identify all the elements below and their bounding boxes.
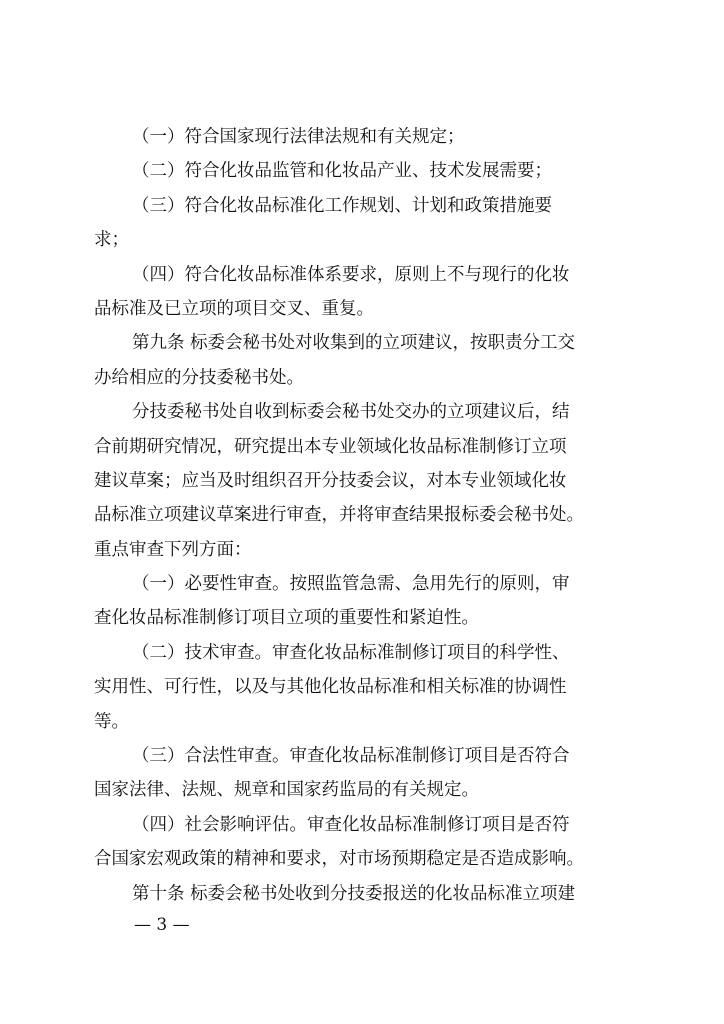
text-line-15: 查化妆品标准制修订项目立项的重要性和紧迫性。 [94,608,479,629]
text-line-13: 重点审查下列方面： [94,539,252,560]
text-line-3: （三）符合化妆品标准化工作规划、计划和政策措施要 [132,195,552,216]
text-line-4: 求； [94,230,129,251]
text-line-22: 合国家宏观政策的精神和要求，对市场预期稳定是否造成影响。 [94,849,584,870]
text-line-6: 品标准及已立项的项目交叉、重复。 [94,298,374,319]
text-line-12: 品标准立项建议草案进行审查，并将审查结果报标委会秘书处。 [94,505,584,526]
text-line-11: 建议草案；应当及时组织召开分技委会议，对本专业领域化妆 [94,470,567,491]
text-line-21: （四）社会影响评估。审查化妆品标准制修订项目是否符 [132,814,570,835]
text-line-1: （一）符合国家现行法律法规和有关规定； [132,127,465,147]
page-number: — 3 — [134,915,190,935]
text-line-8: 办给相应的分技委秘书处。 [94,367,304,388]
text-line-17: 实用性、可行性，以及与其他化妆品标准和相关标准的协调性 [94,677,567,698]
text-line-5: （四）符合化妆品标准体系要求，原则上不与现行的化妆 [132,264,570,285]
text-line-10: 合前期研究情况，研究提出本专业领域化妆品标准制修订立项 [94,436,567,457]
text-line-14: （一）必要性审查。按照监管急需、急用先行的原则，审 [132,574,570,595]
text-line-9: 分技委秘书处自收到标委会秘书处交办的立项建议后，结 [132,402,570,423]
document-body [94,120,642,911]
text-line-19: （三）合法性审查。审查化妆品标准制修订项目是否符合 [132,746,570,767]
text-line-2: （二）符合化妆品监管和化妆品产业、技术发展需要； [132,161,552,182]
text-line-20: 国家法律、法规、规章和国家药监局的有关规定。 [94,780,479,801]
text-line-16: （二）技术审查。审查化妆品标准制修订项目的科学性、 [132,642,570,663]
text-line-18: 等。 [94,711,129,732]
article-9-heading-line: 第九条 标委会秘书处对收集到的立项建议，按职责分工交 [132,333,576,354]
article-10-heading-line: 第十条 标委会秘书处收到分技委报送的化妆品标准立项建 [132,883,576,904]
